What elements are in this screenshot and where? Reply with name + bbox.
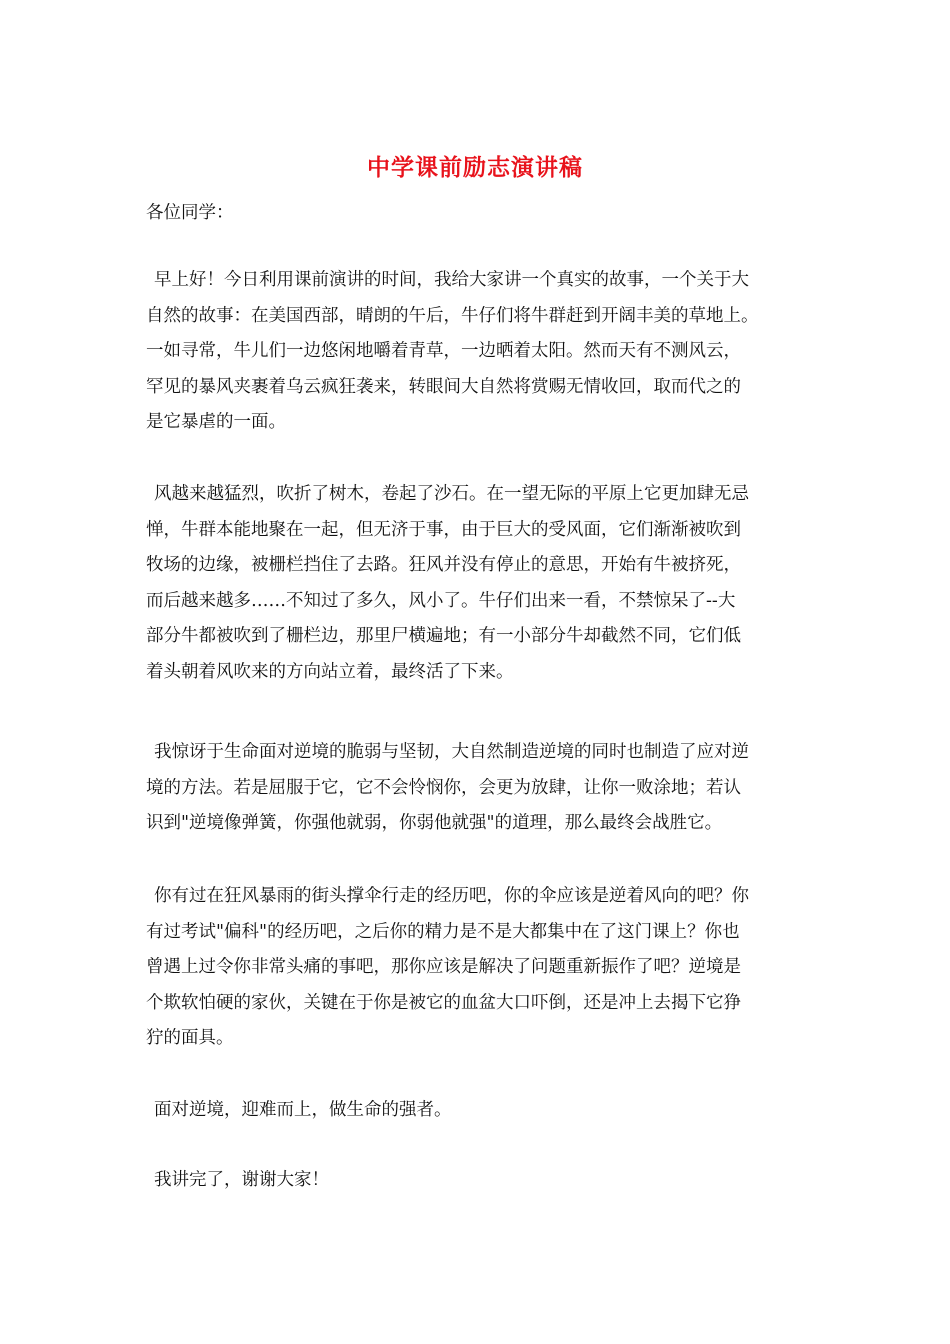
paragraph-line: 曾遇上过令你非常头痛的事吧，那你应该是解决了问题重新振作了吧？逆境是 [146, 957, 741, 978]
paragraph-line: 牧场的边缘，被栅栏挡住了去路。狂风并没有停止的意思，开始有牛被挤死， [146, 555, 741, 576]
paragraph-line: 我惊讶于生命面对逆境的脆弱与坚韧，大自然制造逆境的同时也制造了应对逆 [154, 742, 749, 762]
paragraph-line: 有过考试"偏科"的经历吧，之后你的精力是不是大都集中在了这门课上？你也 [146, 921, 740, 942]
paragraph-line: 我讲完了，谢谢大家！ [154, 1170, 329, 1190]
paragraph-5 [146, 1093, 816, 1129]
paragraph-line: 是它暴虐的一面。 [146, 412, 286, 433]
paragraph-line: 面对逆境，迎难而上，做生命的强者。 [154, 1100, 452, 1120]
paragraph-line: 你有过在狂风暴雨的街头撑伞行走的经历吧，你的伞应该是逆着风向的吧？你 [154, 886, 749, 906]
paragraph-1 [146, 263, 816, 441]
paragraph-line: 境的方法。若是屈服于它，它不会怜悯你，会更为放肆，让你一败涂地；若认 [146, 777, 741, 798]
document-title: 中学课前励志演讲稿 [367, 154, 583, 181]
salutation: 各位同学： [146, 203, 234, 223]
paragraph-line: 风越来越猛烈，吹折了树木，卷起了沙石。在一望无际的平原上它更加肆无忌 [154, 484, 749, 504]
paragraph-line: 自然的故事：在美国西部，晴朗的午后，牛仔们将牛群赶到开阔丰美的草地上。 [146, 305, 759, 326]
paragraph-4 [146, 879, 816, 1057]
paragraph-line: 而后越来越多……不知过了多久，风小了。牛仔们出来一看，不禁惊呆了--大 [146, 590, 736, 611]
paragraph-line: 狞的面具。 [146, 1028, 234, 1049]
paragraph-line: 识到"逆境像弹簧，你强他就弱，你弱他就强"的道理，那么最终会战胜它。 [146, 813, 723, 834]
paragraph-line: 部分牛都被吹到了栅栏边，那里尸横遍地；有一小部分牛却截然不同，它们低 [146, 626, 741, 647]
paragraph-line: 着头朝着风吹来的方向站立着，最终活了下来。 [146, 661, 514, 682]
paragraph-line: 一如寻常，牛儿们一边悠闲地嚼着青草，一边晒着太阳。然而天有不测风云， [146, 341, 741, 362]
paragraph-2 [146, 477, 816, 691]
paragraph-line: 罕见的暴风夹裹着乌云疯狂袭来，转眼间大自然将赏赐无情收回，取而代之的 [146, 376, 741, 397]
paragraph-line: 惮，牛群本能地聚在一起，但无济于事，由于巨大的受风面，它们渐渐被吹到 [146, 519, 741, 540]
paragraph-6 [146, 1163, 816, 1199]
paragraph-line: 早上好！今日利用课前演讲的时间，我给大家讲一个真实的故事，一个关于大 [154, 270, 749, 290]
paragraph-3 [146, 735, 816, 842]
paragraph-line: 个欺软怕硬的家伙，关键在于你是被它的血盆大口吓倒，还是冲上去揭下它狰 [146, 992, 741, 1013]
